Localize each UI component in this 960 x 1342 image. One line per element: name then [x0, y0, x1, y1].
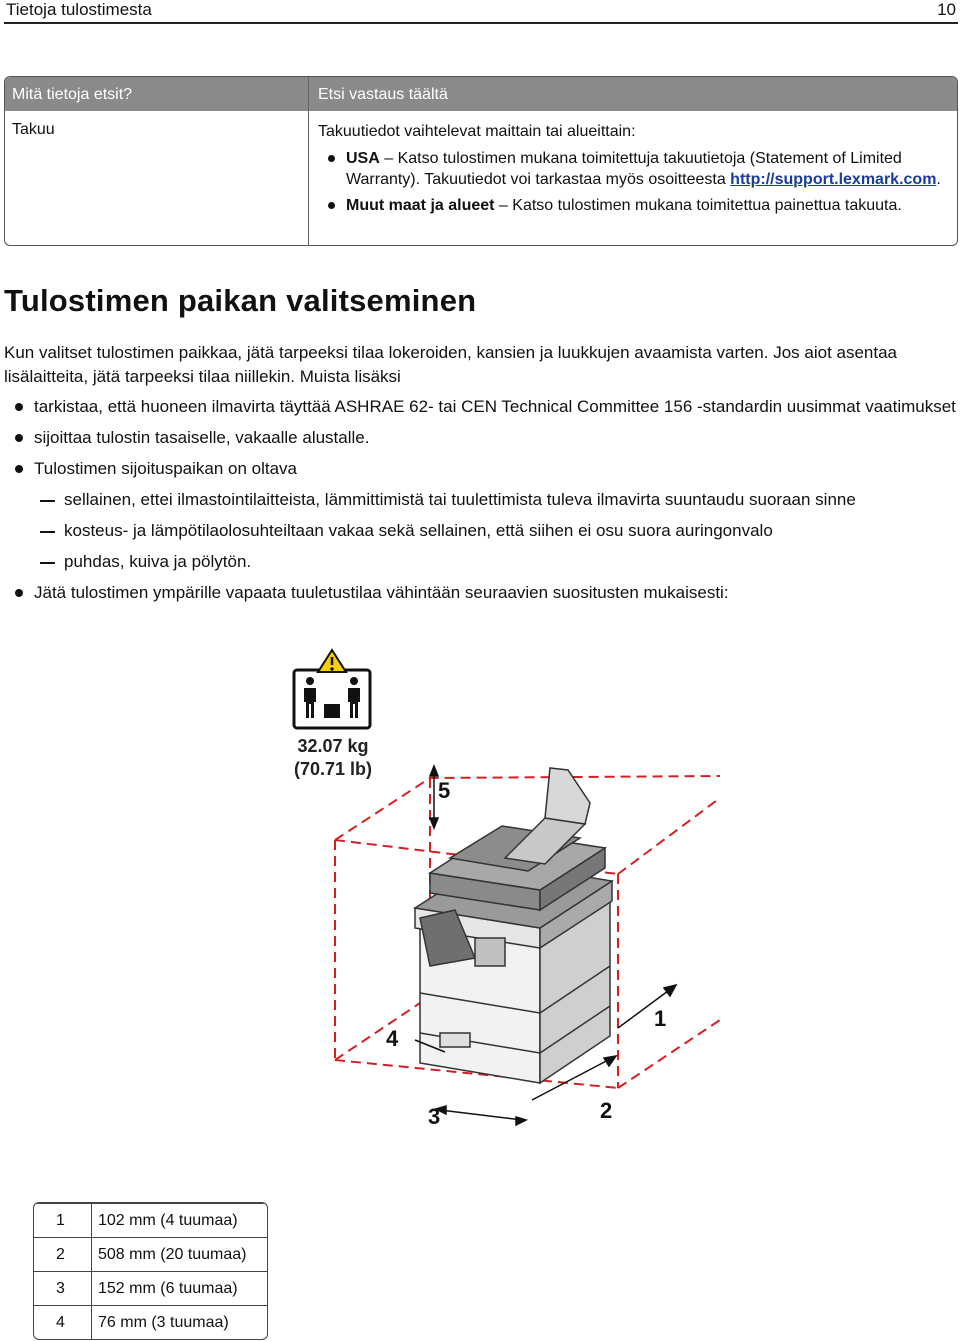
bullet-item: Tulostimen sijoituspaikan on oltava [4, 457, 958, 481]
item-text: – Katso tulostimen mukana toimitettuja takuutietoja (Statement of Limited Warranty). Takuutiedot voi tarkastaa myös osoitteesta [346, 150, 902, 188]
row-number: 1 [56, 1212, 65, 1229]
row-value: 76 mm (3 tuumaa) [98, 1314, 229, 1331]
header-title: Tietoja tulostimesta [6, 0, 152, 19]
dash-item: sellainen, ettei ilmastointilaitteista, lämmittimistä tai tuulettimista tuleva ilmavirta suuntaudu suoraan sinne [4, 488, 958, 512]
dimension-label-2: 2 [600, 1098, 613, 1123]
section-intro: Kun valitset tulostimen paikkaa, jätä tarpeeksi tilaa lokeroiden, kansien ja luukkujen avaamista varten. Jos aiot asentaa lisälaitteita, jätä tarpeeksi tilaa niillekin. Muista lisäksi [4, 343, 898, 386]
dimension-label-4: 4 [386, 1026, 399, 1051]
row-value: 152 mm (6 tuumaa) [98, 1280, 238, 1297]
bullet-item: Jätä tulostimen ympärille vapaata tuuletustilaa vähintään seuraavien suositusten mukaisesti: [4, 581, 958, 605]
requirements-list [4, 395, 958, 612]
table-row [34, 1237, 267, 1272]
clearance-figure [240, 648, 720, 1158]
two-person-lift-icon [294, 650, 370, 728]
list-item [318, 195, 948, 216]
table-header [5, 77, 957, 111]
bullet-item: tarkistaa, että huoneen ilmavirta täyttää ASHRAE 62- tai CEN Technical Committee 156 -standardin uusimmat vaatimukset [4, 395, 958, 419]
table-col2-header: Etsi vastaus täältä [318, 86, 448, 103]
row-content [318, 121, 948, 221]
table-divider [308, 77, 309, 245]
item-bold: Muut maat ja alueet [346, 197, 495, 214]
dimension-label-5: 5 [438, 778, 451, 803]
page-header [4, 0, 958, 24]
dimension-label-3: 3 [428, 1104, 441, 1129]
warranty-table [4, 76, 958, 246]
row-number: 3 [56, 1280, 65, 1297]
page-number: 10 [937, 0, 956, 19]
warranty-list [318, 148, 948, 216]
dash-item: puhdas, kuiva ja pölytön. [4, 550, 958, 574]
row-value: 102 mm (4 tuumaa) [98, 1212, 238, 1229]
dash-item: kosteus- ja lämpötilaolosuhteiltaan vakaa sekä sellainen, että siihen ei osu suora auringonvalo [4, 519, 958, 543]
item-bold: USA [346, 150, 380, 167]
bullet-item: sijoittaa tulostin tasaiselle, vakaalle alustalle. [4, 426, 958, 450]
section-title: Tulostimen paikan valitseminen [4, 283, 477, 318]
weight-lb: (70.71 lb) [293, 759, 373, 779]
weight-kg: 32.07 kg [297, 736, 369, 756]
item-text: – Katso tulostimen mukana toimitettua painettua takuuta. [494, 197, 902, 214]
printer-illustration [415, 768, 612, 1083]
table-row [34, 1305, 267, 1340]
row-number: 2 [56, 1246, 65, 1263]
support-link[interactable]: http://support.lexmark.com [730, 171, 937, 188]
row-number: 4 [56, 1314, 65, 1331]
table-col1-header: Mitä tietoja etsit? [12, 86, 133, 103]
row-intro: Takuutiedot vaihtelevat maittain tai alueittain: [318, 123, 636, 140]
row-value: 508 mm (20 tuumaa) [98, 1246, 247, 1263]
table-row [34, 1271, 267, 1306]
item-end: . [936, 171, 941, 188]
table-row [34, 1203, 267, 1238]
clearance-table [33, 1202, 268, 1340]
row-label: Takuu [12, 121, 55, 138]
dimension-label-1: 1 [654, 1006, 667, 1031]
list-item [318, 148, 948, 190]
